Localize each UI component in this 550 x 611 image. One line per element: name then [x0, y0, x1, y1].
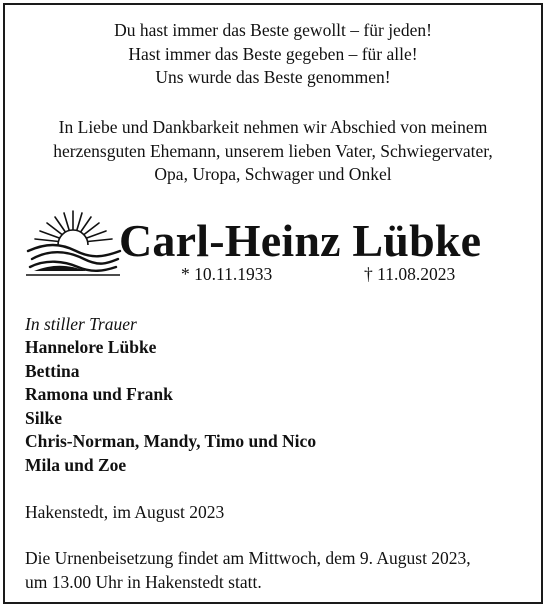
mourner-name: Hannelore Lübke — [25, 337, 157, 357]
intro-text — [5, 116, 541, 187]
birth-date: * 10.11.1933 — [181, 264, 273, 284]
death-date: † 11.08.2023 — [364, 264, 456, 284]
intro-line: In Liebe und Dankbarkeit nehmen wir Abschied von meinem — [58, 117, 488, 137]
poem-line: Du hast immer das Beste gewollt – für jeden! — [114, 20, 432, 40]
funeral-line: um 13.00 Uhr in Hakenstedt statt. — [25, 571, 262, 592]
mourning-label: In stiller Trauer — [25, 314, 137, 334]
mourner-name: Mila und Zoe — [25, 454, 127, 475]
mourner-name: Silke — [25, 407, 62, 428]
mourner-name: Bettina — [25, 360, 80, 381]
mourner-name: Chris-Norman, Mandy, Timo und Nico — [25, 431, 317, 451]
funeral-notice — [25, 547, 471, 594]
funeral-line: Die Urnenbeisetzung findet am Mittwoch, dem 9. August 2023, — [25, 548, 471, 568]
deceased-name: Carl-Heinz Lübke — [119, 215, 482, 266]
mourners-list — [25, 336, 316, 477]
place-date: Hakenstedt, im August 2023 — [25, 502, 225, 522]
sunset-over-hills-icon — [24, 205, 122, 279]
obituary-card — [3, 3, 543, 604]
poem — [5, 19, 541, 90]
intro-line: Opa, Uropa, Schwager und Onkel — [154, 164, 392, 184]
poem-line: Uns wurde das Beste genommen! — [155, 67, 391, 87]
intro-line: herzensguten Ehemann, unserem lieben Vater, Schwiegervater, — [53, 140, 493, 161]
mourner-name: Ramona und Frank — [25, 384, 173, 404]
poem-line: Hast immer das Beste gegeben – für alle! — [128, 43, 418, 64]
